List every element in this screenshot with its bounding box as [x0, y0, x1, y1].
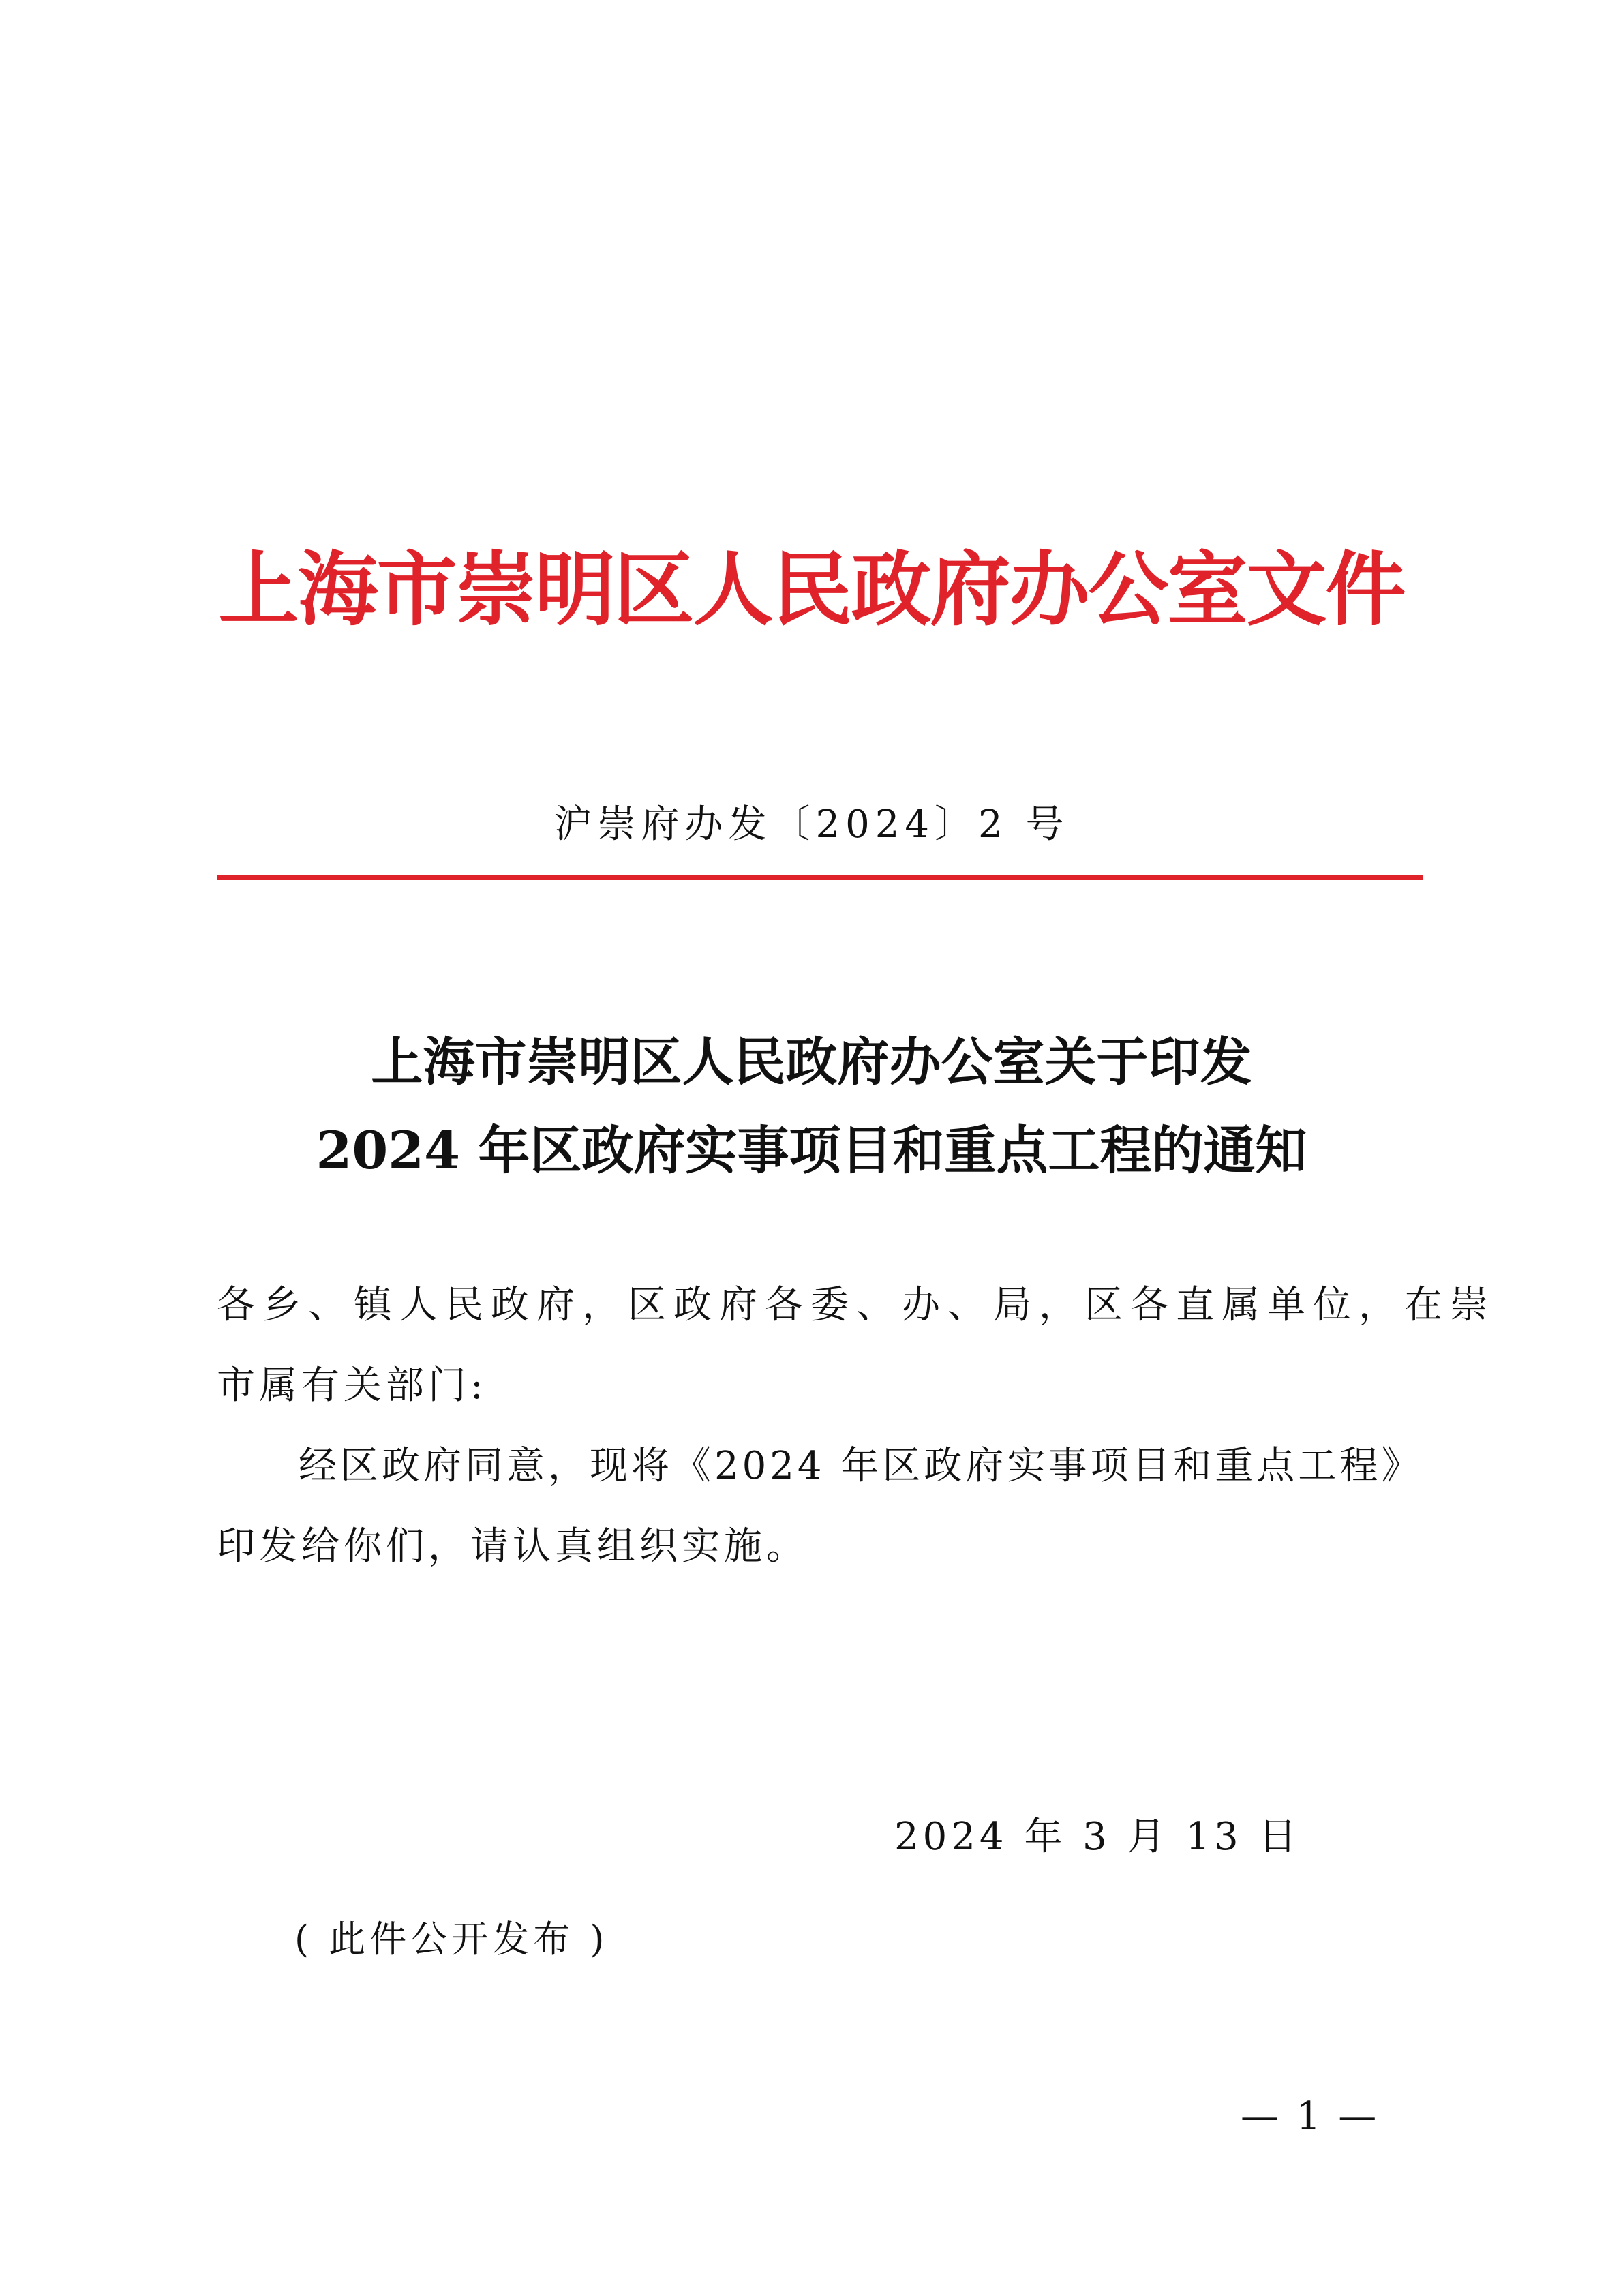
red-separator-line — [217, 875, 1423, 880]
body-text-line-4: 印发给你们，请认真组织实施。 — [217, 1524, 808, 1569]
issue-date: 2024 年 3 月 13 日 — [894, 1815, 1301, 1859]
document-masthead: 上海市崇明区人民政府办公室文件 — [218, 542, 1405, 637]
document-number: 沪崇府办发〔2024〕2 号 — [553, 802, 1070, 847]
document-title-line-2: 2024 年区政府实事项目和重点工程的通知 — [316, 1120, 1307, 1181]
publication-note: ( 此件公开发布 ) — [294, 1918, 609, 1961]
body-text-line-3: 经区政府同意，现将《2024 年区政府实事项目和重点工程》 — [299, 1444, 1423, 1488]
body-text-line-2: 市属有关部门: — [217, 1363, 487, 1408]
body-text-line-1: 各乡、镇人民政府，区政府各委、办、局，区各直属单位，在崇 — [217, 1283, 1496, 1327]
page-number: — 1 — — [1241, 2094, 1380, 2139]
document-title-line-1: 上海市崇明区人民政府办公室关于印发 — [371, 1031, 1252, 1092]
